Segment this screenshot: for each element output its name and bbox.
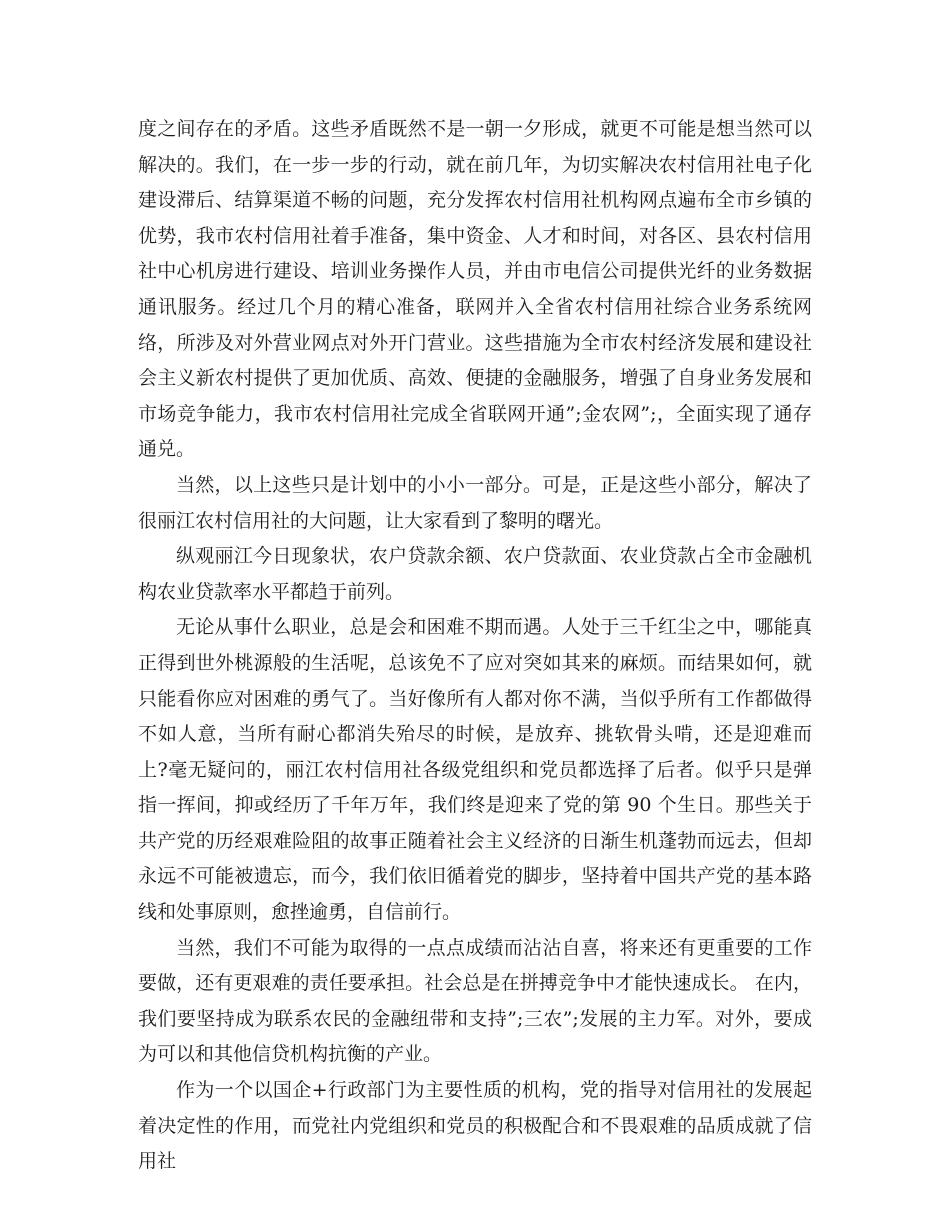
paragraph-6: 作为一个以国企+行政部门为主要性质的机构，党的指导对信用社的发展起着决定性的作用，而党社内党组织和党员的积极配合和不畏艰难的品质成就了信用社 xyxy=(138,1079,812,1173)
paragraph-4: 无论从事什么职业，总是会和困难不期而遇。人处于三千红尘之中，哪能真正得到世外桃源般的生活呢，总该免不了应对突如其来的麻烦。而结果如何，就只能看你应对困难的勇气了。当好像所有人都对你不满，当似乎所有工作都做得不如人意，当所有耐心都消失殆尽的时候，是放弃、挑软骨头啃，还是迎难而上?毫无疑问的，丽江农村信用社各级党组织和党员都选择了后者。似乎只是弹指一挥间，抑或经历了千年万年，我们终是迎来了党的第 90 个生日。那些关于共产党的历经艰难险阻的故事正随着社会主义经济的日渐生机蓬勃而远去，但却永远不可能被遗忘，而今，我们依旧循着党的脚步，坚持着中国共产党的基本路线和处事原则，愈挫逾勇，自信前行。 xyxy=(138,616,812,924)
paragraph-1: 度之间存在的矛盾。这些矛盾既然不是一朝一夕形成，就更不可能是想当然可以解决的。我们，在一步一步的行动，就在前几年，为切实解决农村信用社电子化建设滞后、结算渠道不畅的问题，充分发挥农村信用社机构网点遍布全市乡镇的优势，我市农村信用社着手准备，集中资金、人才和时间，对各区、县农村信用社中心机房进行建设、培训业务操作人员，并由市电信公司提供光纤的业务数据通讯服务。经过几个月的精心准备，联网并入全省农村信用社综合业务系统网络，所涉及对外营业网点对外开门营业。这些措施为全市农村经济发展和建设社会主义新农村提供了更加优质、高效、便捷的金融服务，增强了自身业务发展和市场竞争能力，我市农村信用社完成全省联网开通”;金农网”;，全面实现了通存通兑。 xyxy=(138,118,812,461)
paragraph-2: 当然，以上这些只是计划中的小小一部分。可是，正是这些小部分，解决了很丽江农村信用社的大问题，让大家看到了黎明的曙光。 xyxy=(138,473,812,532)
document-body xyxy=(138,112,812,1180)
paragraph-3: 纵观丽江今日现象状，农户贷款余额、农户贷款面、农业贷款占全市金融机构农业贷款率水平都趋于前列。 xyxy=(138,545,812,603)
paragraph-5: 当然，我们不可能为取得的一点点成绩而沾沾自喜，将来还有更重要的工作要做，还有更艰难的责任要承担。社会总是在拼搏竞争中才能快速成长。 在内，我们要坚持成为联系农民的金融纽带和支持”;三农”;发展的主力军。对外，要成为可以和其他信贷机构抗衡的产业。 xyxy=(138,936,812,1066)
